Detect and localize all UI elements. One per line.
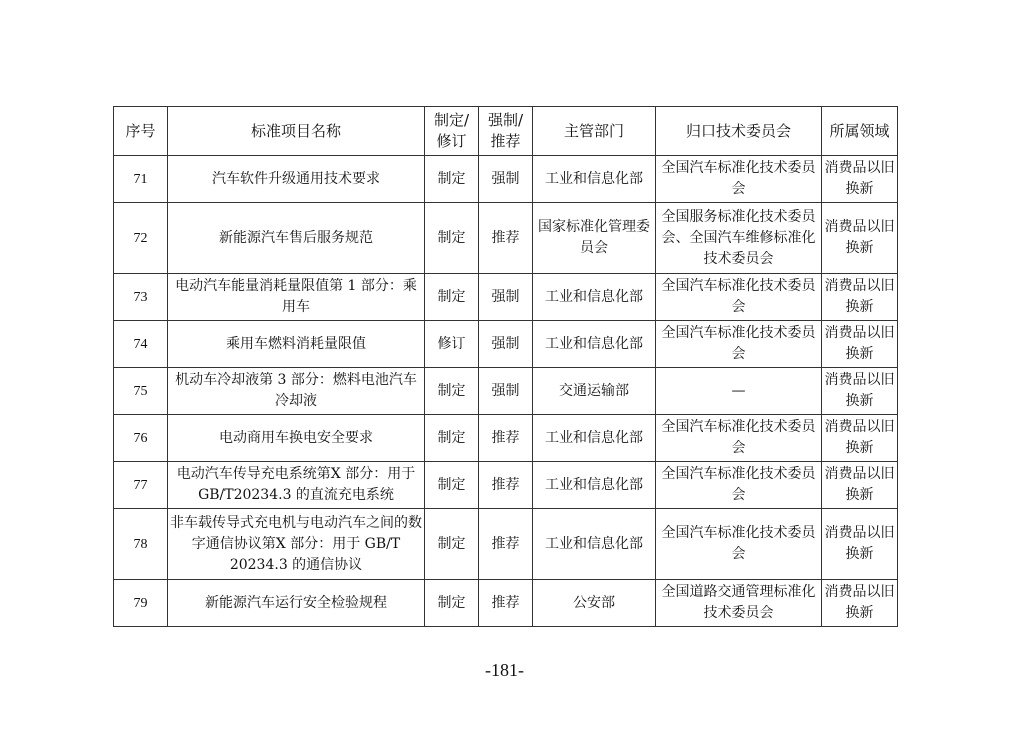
cell-dept: 交通运输部 bbox=[533, 368, 656, 415]
table-header-row bbox=[114, 107, 898, 156]
cell-field: 消费品以旧换新 bbox=[822, 368, 898, 415]
cell-field: 消费品以旧换新 bbox=[822, 156, 898, 203]
standards-table bbox=[113, 106, 898, 627]
cell-mandatory: 强制 bbox=[479, 368, 533, 415]
cell-no: 79 bbox=[114, 580, 168, 627]
cell-mandatory: 推荐 bbox=[479, 509, 533, 580]
table-row bbox=[114, 321, 898, 368]
cell-no: 74 bbox=[114, 321, 168, 368]
header-field: 所属领域 bbox=[822, 107, 898, 156]
cell-committee: 全国服务标准化技术委员会、全国汽车维修标准化技术委员会 bbox=[656, 203, 822, 274]
table-row bbox=[114, 580, 898, 627]
cell-dept: 工业和信息化部 bbox=[533, 509, 656, 580]
cell-type: 制定 bbox=[425, 368, 479, 415]
cell-type: 制定 bbox=[425, 462, 479, 509]
cell-dept: 工业和信息化部 bbox=[533, 462, 656, 509]
header-dept: 主管部门 bbox=[533, 107, 656, 156]
cell-field: 消费品以旧换新 bbox=[822, 274, 898, 321]
cell-dept: 工业和信息化部 bbox=[533, 321, 656, 368]
table-row bbox=[114, 509, 898, 580]
cell-committee: 全国道路交通管理标准化技术委员会 bbox=[656, 580, 822, 627]
cell-name: 机动车冷却液第 3 部分：燃料电池汽车冷却液 bbox=[168, 368, 425, 415]
table-row bbox=[114, 203, 898, 274]
cell-mandatory: 推荐 bbox=[479, 462, 533, 509]
cell-type: 制定 bbox=[425, 156, 479, 203]
cell-type: 制定 bbox=[425, 203, 479, 274]
cell-type: 制定 bbox=[425, 509, 479, 580]
header-name: 标准项目名称 bbox=[168, 107, 425, 156]
table-row bbox=[114, 462, 898, 509]
cell-no: 73 bbox=[114, 274, 168, 321]
table-row bbox=[114, 415, 898, 462]
cell-mandatory: 推荐 bbox=[479, 580, 533, 627]
header-no: 序号 bbox=[114, 107, 168, 156]
cell-dept: 工业和信息化部 bbox=[533, 274, 656, 321]
cell-no: 72 bbox=[114, 203, 168, 274]
header-committee: 归口技术委员会 bbox=[656, 107, 822, 156]
header-type: 制定/修订 bbox=[425, 107, 479, 156]
cell-name: 电动汽车传导充电系统第X 部分：用于 GB/T20234.3 的直流充电系统 bbox=[168, 462, 425, 509]
cell-type: 制定 bbox=[425, 580, 479, 627]
cell-field: 消费品以旧换新 bbox=[822, 415, 898, 462]
table-row bbox=[114, 274, 898, 321]
cell-no: 76 bbox=[114, 415, 168, 462]
cell-mandatory: 推荐 bbox=[479, 415, 533, 462]
cell-no: 75 bbox=[114, 368, 168, 415]
cell-committee: 全国汽车标准化技术委员会 bbox=[656, 509, 822, 580]
cell-dept: 国家标准化管理委员会 bbox=[533, 203, 656, 274]
cell-name: 非车载传导式充电机与电动汽车之间的数字通信协议第X 部分：用于 GB/T 20234.3 的通信协议 bbox=[168, 509, 425, 580]
cell-field: 消费品以旧换新 bbox=[822, 321, 898, 368]
cell-field: 消费品以旧换新 bbox=[822, 203, 898, 274]
cell-committee: 全国汽车标准化技术委员会 bbox=[656, 462, 822, 509]
cell-field: 消费品以旧换新 bbox=[822, 580, 898, 627]
cell-no: 77 bbox=[114, 462, 168, 509]
cell-type: 制定 bbox=[425, 415, 479, 462]
cell-mandatory: 强制 bbox=[479, 274, 533, 321]
cell-mandatory: 强制 bbox=[479, 156, 533, 203]
cell-name: 新能源汽车售后服务规范 bbox=[168, 203, 425, 274]
cell-name: 乘用车燃料消耗量限值 bbox=[168, 321, 425, 368]
cell-type: 制定 bbox=[425, 274, 479, 321]
cell-type: 修订 bbox=[425, 321, 479, 368]
table-row bbox=[114, 368, 898, 415]
cell-dept: 工业和信息化部 bbox=[533, 415, 656, 462]
cell-name: 新能源汽车运行安全检验规程 bbox=[168, 580, 425, 627]
cell-name: 电动汽车能量消耗量限值第 1 部分：乘用车 bbox=[168, 274, 425, 321]
cell-dept: 公安部 bbox=[533, 580, 656, 627]
cell-no: 71 bbox=[114, 156, 168, 203]
cell-field: 消费品以旧换新 bbox=[822, 509, 898, 580]
cell-name: 电动商用车换电安全要求 bbox=[168, 415, 425, 462]
cell-dept: 工业和信息化部 bbox=[533, 156, 656, 203]
cell-no: 78 bbox=[114, 509, 168, 580]
cell-mandatory: 推荐 bbox=[479, 203, 533, 274]
cell-mandatory: 强制 bbox=[479, 321, 533, 368]
cell-committee: 全国汽车标准化技术委员会 bbox=[656, 156, 822, 203]
cell-committee: 全国汽车标准化技术委员会 bbox=[656, 415, 822, 462]
table-row bbox=[114, 156, 898, 203]
cell-committee: 全国汽车标准化技术委员会 bbox=[656, 321, 822, 368]
cell-name: 汽车软件升级通用技术要求 bbox=[168, 156, 425, 203]
cell-committee: — bbox=[656, 368, 822, 415]
cell-committee: 全国汽车标准化技术委员会 bbox=[656, 274, 822, 321]
header-mandatory: 强制/推荐 bbox=[479, 107, 533, 156]
page-number: -181- bbox=[485, 660, 524, 680]
cell-field: 消费品以旧换新 bbox=[822, 462, 898, 509]
